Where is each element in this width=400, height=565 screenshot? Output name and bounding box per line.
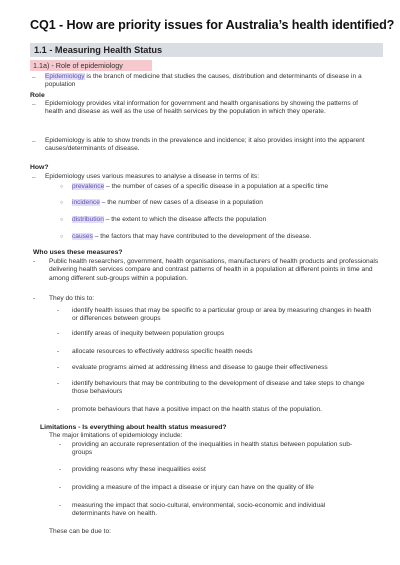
role-point-1: Epidemiology provides vital information for government and health organisations by showing the patterns of health and disease as well as the use of health services by the population in which they operate. bbox=[45, 100, 359, 116]
limitations-label: Limitations - Is everything about health status measured? bbox=[40, 424, 227, 431]
bullet-dash: – bbox=[32, 174, 36, 181]
limitations-intro: The major limitations of epidemiology include: bbox=[49, 432, 183, 439]
bullet-circle: ○ bbox=[60, 234, 64, 240]
limitation-1: providing an accurate representation of the inequalities in health status between population sub-groups bbox=[72, 441, 353, 457]
definition-text: is the branch of medicine that studies the causes, distribution and determinants of disease in a population bbox=[45, 73, 362, 89]
do-point-1: identify health issues that may be specific to a particular group or area by measuring changes in health or differences between groups bbox=[72, 307, 372, 323]
bullet-hyphen: - bbox=[57, 307, 60, 314]
term-epidemiology: Epidemiology bbox=[45, 73, 85, 80]
bullet-hyphen: - bbox=[59, 502, 62, 509]
bullet-circle: ○ bbox=[60, 217, 64, 223]
bullet-hyphen: - bbox=[59, 484, 62, 491]
bullet-hyphen: - bbox=[57, 380, 60, 387]
limitation-2: providing reasons why these inequalities exist bbox=[72, 466, 206, 473]
do-point-3: allocate resources to effectively address specific health needs bbox=[72, 348, 253, 355]
role-label: Role bbox=[30, 92, 45, 99]
measure-incidence: incidence – the number of new cases of a disease in a population bbox=[72, 199, 263, 206]
who-text: Public health researchers, government, health organisations, manufacturers of health products and professionals delivering health services compare and contrast patterns of health in a population at different points in time and among different sub-groups within a population. bbox=[49, 258, 379, 282]
definition-paragraph bbox=[45, 73, 373, 90]
measure-distribution: distribution – the extent to which the disease affects the population bbox=[72, 216, 267, 223]
term-distribution: distribution bbox=[72, 216, 104, 223]
do-point-4: evaluate programs aimed at addressing illness and disease to gauge their effectiveness bbox=[72, 364, 328, 371]
bullet-hyphen: - bbox=[59, 441, 62, 448]
bullet-hyphen: - bbox=[59, 466, 62, 473]
who-label: Who uses these measures? bbox=[33, 249, 123, 256]
term-causes: causes bbox=[72, 233, 93, 240]
bullet-hyphen: - bbox=[33, 258, 36, 265]
bullet-circle: ○ bbox=[60, 184, 64, 190]
subsection-heading: 1.1a) - Role of epidemiology bbox=[30, 60, 152, 71]
limitation-4: measuring the impact that socio-cultural, environmental, socio-economic and individual determinants have on health. bbox=[72, 502, 326, 518]
term-incidence: incidence bbox=[72, 199, 100, 206]
measure-prevalence: prevalence – the number of cases of a specific disease in a population at a specific time bbox=[72, 183, 329, 190]
page-title: CQ1 - How are priority issues for Australia’s health identified? bbox=[30, 18, 395, 32]
bullet-hyphen: - bbox=[57, 348, 60, 355]
bullet-hyphen: - bbox=[57, 364, 60, 371]
term-prevalence: prevalence bbox=[72, 183, 105, 190]
bullet-dash: – bbox=[32, 74, 36, 81]
bullet-dash: – bbox=[32, 138, 36, 145]
do-point-5: identify behaviours that may be contributing to the development of disease and take steps to change those behaviours bbox=[72, 380, 365, 396]
how-intro: Epidemiology uses various measures to analyse a disease in terms of its: bbox=[45, 173, 260, 180]
bullet-hyphen: - bbox=[57, 406, 60, 413]
do-point-6: promote behaviours that have a positive impact on the health status of the population. bbox=[72, 406, 322, 413]
do-point-2: identify areas of inequity between population groups bbox=[72, 330, 225, 337]
how-label: How? bbox=[30, 164, 49, 171]
bullet-dash: – bbox=[32, 101, 36, 108]
due-to-text: These can be due to: bbox=[49, 528, 111, 535]
bullet-hyphen: - bbox=[57, 330, 60, 337]
do-intro: They do this to: bbox=[49, 295, 95, 302]
section-heading: 1.1 - Measuring Health Status bbox=[30, 43, 383, 57]
bullet-hyphen: - bbox=[33, 295, 36, 302]
bullet-circle: ○ bbox=[60, 200, 64, 206]
measure-causes: causes – the factors that may have contributed to the development of the disease. bbox=[72, 233, 312, 240]
role-point-2: Epidemiology is able to show trends in the prevalence and incidence; it also provides insight into the apparent causes/determinants of disease. bbox=[45, 137, 365, 153]
limitation-3: providing a measure of the impact a disease or injury can have on the quality of life bbox=[72, 484, 314, 491]
